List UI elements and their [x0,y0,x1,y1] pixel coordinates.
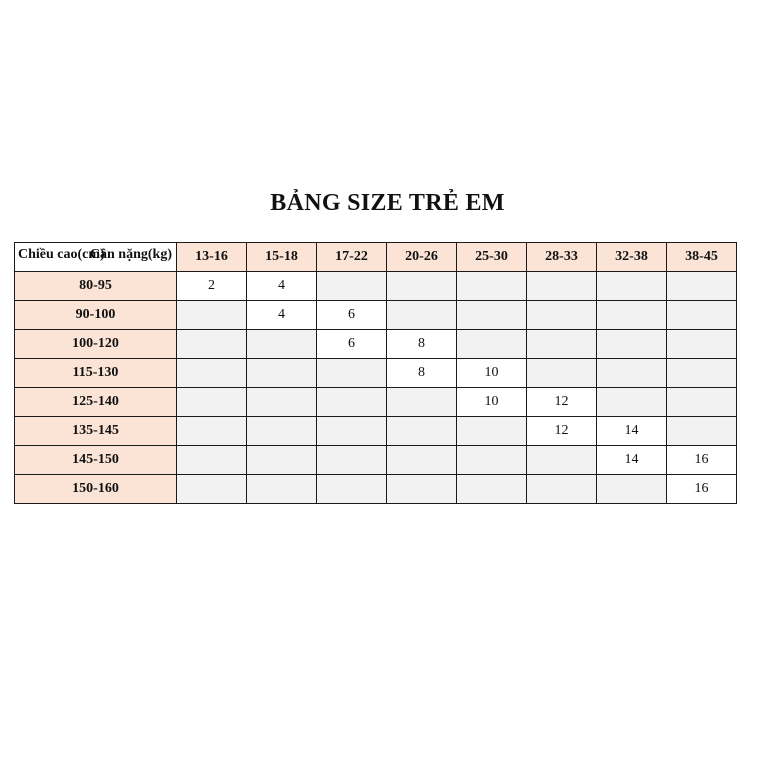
empty-cell [317,359,387,388]
size-cell: 12 [527,388,597,417]
empty-cell [317,475,387,504]
table-row [15,359,737,388]
empty-cell [457,475,527,504]
empty-cell [527,301,597,330]
empty-cell [457,272,527,301]
empty-cell [177,446,247,475]
column-header: 15-18 [247,243,317,272]
empty-cell [597,359,667,388]
empty-cell [317,417,387,446]
column-header: 20-26 [387,243,457,272]
table-row [15,272,737,301]
page-title: BẢNG SIZE TRẺ EM [270,190,505,216]
empty-cell [667,301,737,330]
empty-cell [247,359,317,388]
size-cell: 8 [387,330,457,359]
empty-cell [387,301,457,330]
empty-cell [457,330,527,359]
empty-cell [387,272,457,301]
table-row [15,301,737,330]
height-axis-label: Chiều cao(cm) [18,247,105,262]
column-header: 32-38 [597,243,667,272]
empty-cell [387,475,457,504]
empty-cell [177,359,247,388]
size-cell: 10 [457,388,527,417]
column-header: 38-45 [667,243,737,272]
empty-cell [247,330,317,359]
empty-cell [667,330,737,359]
empty-cell [247,417,317,446]
table-row [15,475,737,504]
empty-cell [527,446,597,475]
empty-cell [387,446,457,475]
empty-cell [527,359,597,388]
empty-cell [457,417,527,446]
table-row [15,330,737,359]
corner-cell [15,243,177,272]
size-chart-table [14,242,737,504]
empty-cell [457,446,527,475]
size-cell: 14 [597,446,667,475]
empty-cell [177,475,247,504]
size-cell: 10 [457,359,527,388]
row-header: 125-140 [15,388,177,417]
empty-cell [317,388,387,417]
size-cell: 16 [667,446,737,475]
empty-cell [667,272,737,301]
empty-cell [667,388,737,417]
column-header: 28-33 [527,243,597,272]
row-header: 100-120 [15,330,177,359]
empty-cell [177,301,247,330]
empty-cell [317,272,387,301]
row-header: 115-130 [15,359,177,388]
empty-cell [667,359,737,388]
empty-cell [387,388,457,417]
empty-cell [247,446,317,475]
row-header: 90-100 [15,301,177,330]
size-cell: 6 [317,330,387,359]
empty-cell [527,475,597,504]
row-header: 80-95 [15,272,177,301]
table-row [15,417,737,446]
empty-cell [247,475,317,504]
row-header: 145-150 [15,446,177,475]
column-header: 17-22 [317,243,387,272]
size-cell: 6 [317,301,387,330]
column-header: 13-16 [177,243,247,272]
empty-cell [457,301,527,330]
table-row [15,446,737,475]
empty-cell [247,388,317,417]
size-cell: 4 [247,301,317,330]
size-cell: 12 [527,417,597,446]
empty-cell [177,330,247,359]
empty-cell [597,272,667,301]
size-cell: 14 [597,417,667,446]
empty-cell [527,272,597,301]
row-header: 150-160 [15,475,177,504]
column-header: 25-30 [457,243,527,272]
empty-cell [667,417,737,446]
empty-cell [597,388,667,417]
empty-cell [527,330,597,359]
row-header: 135-145 [15,417,177,446]
size-cell: 4 [247,272,317,301]
empty-cell [597,330,667,359]
empty-cell [597,475,667,504]
table-row [15,388,737,417]
empty-cell [387,417,457,446]
size-cell: 8 [387,359,457,388]
weight-axis-label: Cân nặng(kg) [89,247,172,262]
table-body [15,243,737,504]
table-header-row [15,243,737,272]
empty-cell [317,446,387,475]
size-cell: 2 [177,272,247,301]
empty-cell [177,388,247,417]
empty-cell [177,417,247,446]
size-cell: 16 [667,475,737,504]
empty-cell [597,301,667,330]
